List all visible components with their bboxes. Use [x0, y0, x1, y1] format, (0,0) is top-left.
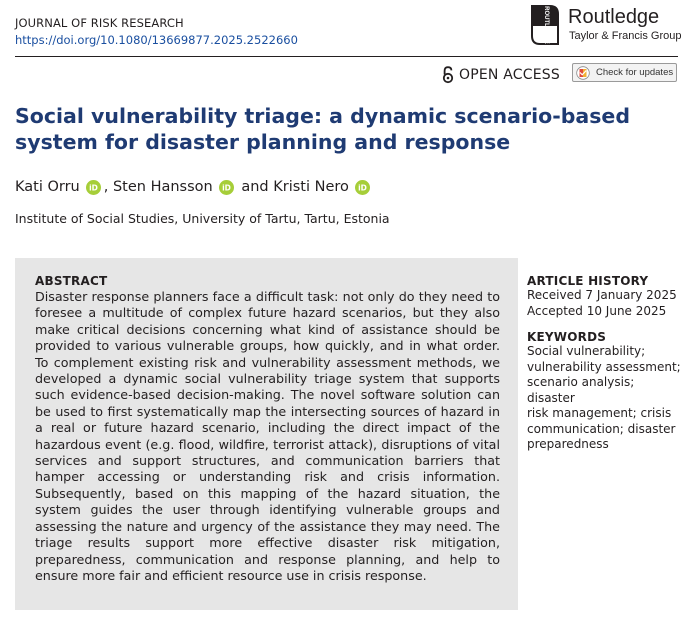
check-for-updates-button[interactable]: [572, 63, 677, 82]
orcid-icon[interactable]: [86, 180, 101, 195]
orcid-icon[interactable]: [355, 180, 370, 195]
open-access-badge: [442, 65, 560, 85]
keyword-line: scenario analysis; disaster: [527, 375, 635, 405]
abstract-text: Disaster response planners face a difficult task: not only do they need to foresee a multitude of complex future hazard scenarios, but they also make critical decisions concerning what kind of assistance should be provided to various vulnerable groups, how quickly, and in what order. To complement existing risk and vulnerability assessment methods, we developed a dynamic social vulnerability triage system that supports such evidence-based decision-making. The novel software solution can be used to first systematically map the intersecting sources of hazard in a real or future hazard scenario, including the direct impact of the hazardous event (e.g. flood, wildfire, terrorist attack), disruptions of vital services and support structures, and communication barriers that hamper accessing or understanding risk and crisis information. Subsequently, based on this mapping of the hazard situation, the system guides the user through identifying vulnerable groups and assessing the nature and urgency of the assistance they may need. The triage results support more effective disaster risk mitigation, preparedness, communication and response planning, and help to ensure more fair and efficient resource use in crisis response.: [35, 289, 500, 583]
check-for-updates-label: Check for updates: [596, 67, 674, 78]
publisher-logo: [530, 4, 680, 48]
publisher-name: Routledge: [568, 6, 660, 28]
author-name[interactable]: Kristi Nero: [273, 179, 349, 195]
svg-text:iD: iD: [357, 183, 367, 193]
accepted-date: Accepted 10 June 2025: [527, 303, 667, 318]
check-for-updates-icon: [576, 66, 590, 80]
svg-text:iD: iD: [88, 183, 98, 193]
keyword-line: risk management; crisis: [527, 406, 672, 420]
keywords-heading: KEYWORDS: [527, 330, 607, 344]
open-access-lock-icon: [442, 66, 454, 84]
author-separator: ,: [103, 179, 113, 195]
svg-text:ROUTLEDGE: ROUTLEDGE: [543, 6, 549, 44]
keyword-line: preparedness: [527, 437, 609, 451]
doi-link[interactable]: https://doi.org/10.1080/13669877.2025.2522660: [15, 33, 298, 47]
article-sidebar: [527, 274, 682, 453]
keyword-line: vulnerability assessment;: [527, 359, 681, 374]
author-name[interactable]: Sten Hansson: [112, 179, 213, 195]
publisher-subtitle: Taylor & Francis Group: [569, 30, 682, 42]
received-date: Received 7 January 2025: [527, 288, 677, 302]
svg-text:iD: iD: [221, 183, 231, 193]
abstract-heading: ABSTRACT: [35, 274, 108, 288]
affiliation: Institute of Social Studies, University of Tartu, Tartu, Estonia: [15, 211, 390, 226]
author-name[interactable]: Kati Orru: [15, 179, 80, 195]
header-divider: [15, 56, 678, 57]
open-access-label: OPEN ACCESS: [459, 67, 560, 83]
keyword-line: Social vulnerability;: [527, 344, 646, 358]
keyword-line: communication; disaster: [527, 421, 676, 436]
article-title: Social vulnerability triage: a dynamic scenario-based system for disaster planning and response: [15, 104, 630, 154]
author-separator: and: [236, 179, 274, 195]
article-history-heading: ARTICLE HISTORY: [527, 274, 649, 288]
routledge-logo-icon: [530, 4, 560, 46]
author-list: [15, 179, 373, 195]
journal-name: JOURNAL OF RISK RESEARCH: [15, 16, 184, 30]
orcid-icon[interactable]: [219, 180, 234, 195]
